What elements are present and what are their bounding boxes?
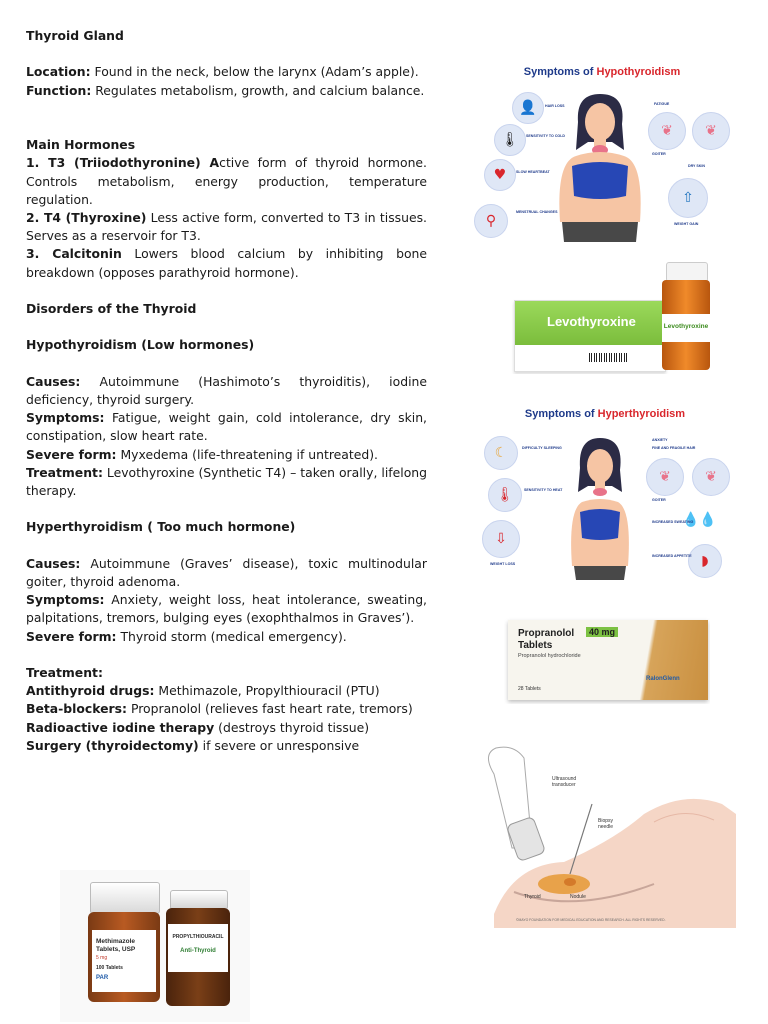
dry-skin-bubble [692, 112, 730, 150]
treatment-heading: Treatment: [26, 664, 103, 680]
levothyroxine-bottle [660, 262, 712, 370]
label-thyroid: Thyroid [524, 894, 541, 900]
methimazole-bottle [88, 882, 162, 1002]
sleep-bubble [484, 436, 518, 470]
levothyroxine-box [514, 300, 666, 372]
ptu-label [168, 924, 228, 972]
location-line: Location: Found in the neck, below the larynx (Adam’s apple). [26, 64, 419, 80]
hyperthyroidism-infographic [476, 404, 734, 580]
propranolol-maker: RalonGlenn [646, 676, 680, 682]
hyper-severe: Severe form: Thyroid storm (medical emergency). [26, 628, 347, 644]
ptu-cap [170, 890, 228, 910]
propranolol-generic: Propranolol hydrochloride [518, 653, 581, 659]
biopsy-copyright: ©MAYO FOUNDATION FOR MEDICAL EDUCATION AND RESEARCH. ALL RIGHTS RESERVED. [516, 918, 666, 922]
bottle-label-text: Levothyroxine [663, 323, 709, 330]
hypo-heading: Hypothyroidism (Low hormones) [26, 337, 255, 353]
hyper-label-goiter: GOITER [652, 498, 666, 502]
ptu-bottle [166, 890, 230, 1006]
barcode [589, 353, 627, 362]
treatment-beta-blockers: Beta-blockers: Propranolol (relieves fast heart rate, tremors) [26, 701, 413, 717]
propranolol-form: Tablets [518, 640, 553, 651]
biopsy-illustration [474, 744, 736, 928]
methimazole-cap [90, 882, 160, 914]
hypothyroidism-infographic [470, 62, 734, 242]
hypo-label-goiter: GOITER [652, 152, 666, 156]
hypo-label-hair-loss: HAIR LOSS [545, 104, 565, 108]
propranolol-strength: 40 mg [586, 627, 618, 637]
treatment-antithyroid: Antithyroid drugs: Methimazole, Propylthiouracil (PTU) [26, 683, 380, 699]
hyper-heading: Hyperthyroidism ( Too much hormone) [26, 519, 296, 535]
hyper-symptoms: Symptoms: Anxiety, weight loss, heat intolerance, sweating, palpitations, tremors, bulging eyes (exophthalmos in Graves’). [26, 592, 427, 626]
hypo-label-fatigue: FATIGUE [654, 102, 670, 106]
heartbeat-bubble [484, 159, 516, 191]
doc-title: Thyroid Gland [26, 28, 124, 43]
thyroid-icon: ❦ [661, 123, 673, 139]
hypo-label-menstrual: MENSTRUAL CHANGES [516, 210, 558, 214]
hypo-label-heartbeat: SLOW HEARTBEAT [516, 170, 550, 174]
appetite-bubble [688, 544, 722, 578]
thermometer-hot-icon: 🌡 [496, 487, 514, 503]
hormone-t3: 1. T3 (Triiodothyronine) Active form of thyroid hormone. Controls metabolism, energy production, temperature regulation. [26, 155, 427, 207]
bottle-label [662, 314, 710, 342]
thyroid-icon: ❦ [659, 469, 671, 485]
heat-bubble [488, 478, 522, 512]
propranolol-box-image [504, 614, 710, 704]
scale-down-icon: ⇩ [495, 531, 507, 547]
treatment-surgery: Surgery (thyroidectomy) if severe or unresponsive [26, 737, 360, 753]
treatment-radioactive-iodine: Radioactive iodine therapy (destroys thyroid tissue) [26, 719, 370, 735]
hypo-causes: Causes: Autoimmune (Hashimoto’s thyroiditis), iodine deficiency, thyroid surgery. [26, 373, 427, 407]
thyroid-small-icon: ❦ [705, 469, 717, 485]
document-body [26, 27, 427, 755]
hyper-hair-bubble [692, 458, 730, 496]
antithyroid-bottles-image [60, 870, 250, 1022]
heart-icon: ♥ [493, 167, 507, 183]
hyper-label-sleep: DIFFICULTY SLEEPING [522, 446, 562, 450]
methimazole-label-name: Methimazole Tablets, USP [96, 938, 136, 953]
hyper-infographic-title: Symptoms of Hyperthyroidism [524, 408, 686, 420]
hypo-label-dry-skin: DRY SKIN [688, 164, 705, 168]
weight-loss-bubble [482, 520, 520, 558]
thermometer-cold-icon: 🌡 [501, 132, 519, 148]
stomach-icon: ◗ [701, 553, 709, 569]
hyper-woman-illustration [552, 430, 648, 580]
thyroid-biopsy-diagram [474, 744, 736, 928]
methimazole-label-strength: 5 mg [96, 955, 108, 961]
hypo-label-cold: SENSITIVITY TO COLD [526, 134, 566, 138]
main-hormones-heading: Main Hormones [26, 137, 136, 153]
menstrual-bubble [474, 204, 508, 238]
hyper-label-anxiety: ANXIETY [652, 438, 668, 442]
goiter-bubble [648, 112, 686, 150]
hypo-label-weight-gain: WEIGHT GAIN [674, 222, 699, 226]
propranolol-box [508, 620, 708, 700]
levothyroxine-product-image [510, 260, 715, 374]
hypo-infographic-title: Symptoms of Hypothyroidism [523, 66, 681, 78]
hair-loss-bubble [512, 92, 544, 124]
hyper-causes: Causes: Autoimmune (Graves’ disease), toxic multinodular goiter, thyroid adenoma. [26, 555, 427, 589]
sweat-drops-icon: 💧💧 [682, 512, 717, 528]
scale-up-icon: ⇧ [682, 190, 694, 206]
bottle-cap [666, 262, 708, 282]
hyper-label-weight-loss: WEIGHT LOSS [490, 562, 516, 566]
moon-icon: ☾ [494, 445, 508, 461]
hormone-t4: 2. T4 (Thyroxine) Less active form, converted to T3 in tissues. Serves as a reservoir for T3. [26, 210, 427, 244]
hyper-label-sweating: INCREASED SWEATING [652, 520, 694, 524]
methimazole-label [92, 930, 156, 992]
propranolol-count: 28 Tablets [518, 686, 541, 692]
hyper-goiter-bubble [646, 458, 684, 496]
hyper-label-heat: SENSITIVITY TO HEAT [524, 488, 563, 492]
hypo-severe: Severe form: Myxedema (life-threatening if untreated). [26, 446, 378, 462]
hair-icon: 👤 [519, 100, 537, 116]
hyper-label-appetite: INCREASED APPETITE [652, 554, 692, 558]
methimazole-label-count: 100 Tablets [96, 965, 123, 971]
label-ultrasound-transducer: Ultrasound transducer [552, 776, 577, 788]
cold-bubble [494, 124, 526, 156]
label-biopsy-needle: Biopsy needle [598, 818, 614, 830]
hypo-treatment: Treatment: Levothyroxine (Synthetic T4) – taken orally, lifelong therapy. [26, 464, 427, 498]
label-nodule: Nodule [570, 894, 586, 900]
uterus-icon: ⚲ [485, 213, 497, 229]
propranolol-name: Propranolol [518, 628, 575, 639]
hypo-woman-illustration [550, 82, 650, 242]
hyper-label-hair: FINE AND FRAGILE HAIR [652, 446, 696, 450]
methimazole-label-maker: PAR [96, 975, 109, 981]
weight-gain-bubble [668, 178, 708, 218]
ptu-label-sub: Anti-Thyroid [180, 948, 216, 954]
levothyroxine-box-text: Levothyroxine [547, 314, 636, 329]
ptu-label-name: PROPYLTHIOURACIL [172, 934, 224, 940]
thyroid-small-icon: ❦ [705, 123, 717, 139]
disorders-heading: Disorders of the Thyroid [26, 301, 197, 316]
hypo-symptoms: Symptoms: Fatigue, weight gain, cold intolerance, dry skin, constipation, slow heart rate. [26, 410, 427, 444]
function-line: Function: Regulates metabolism, growth, and calcium balance. [26, 82, 425, 98]
hormone-calcitonin: 3. Calcitonin Lowers blood calcium by inhibiting bone breakdown (opposes parathyroid hormone). [26, 246, 427, 280]
